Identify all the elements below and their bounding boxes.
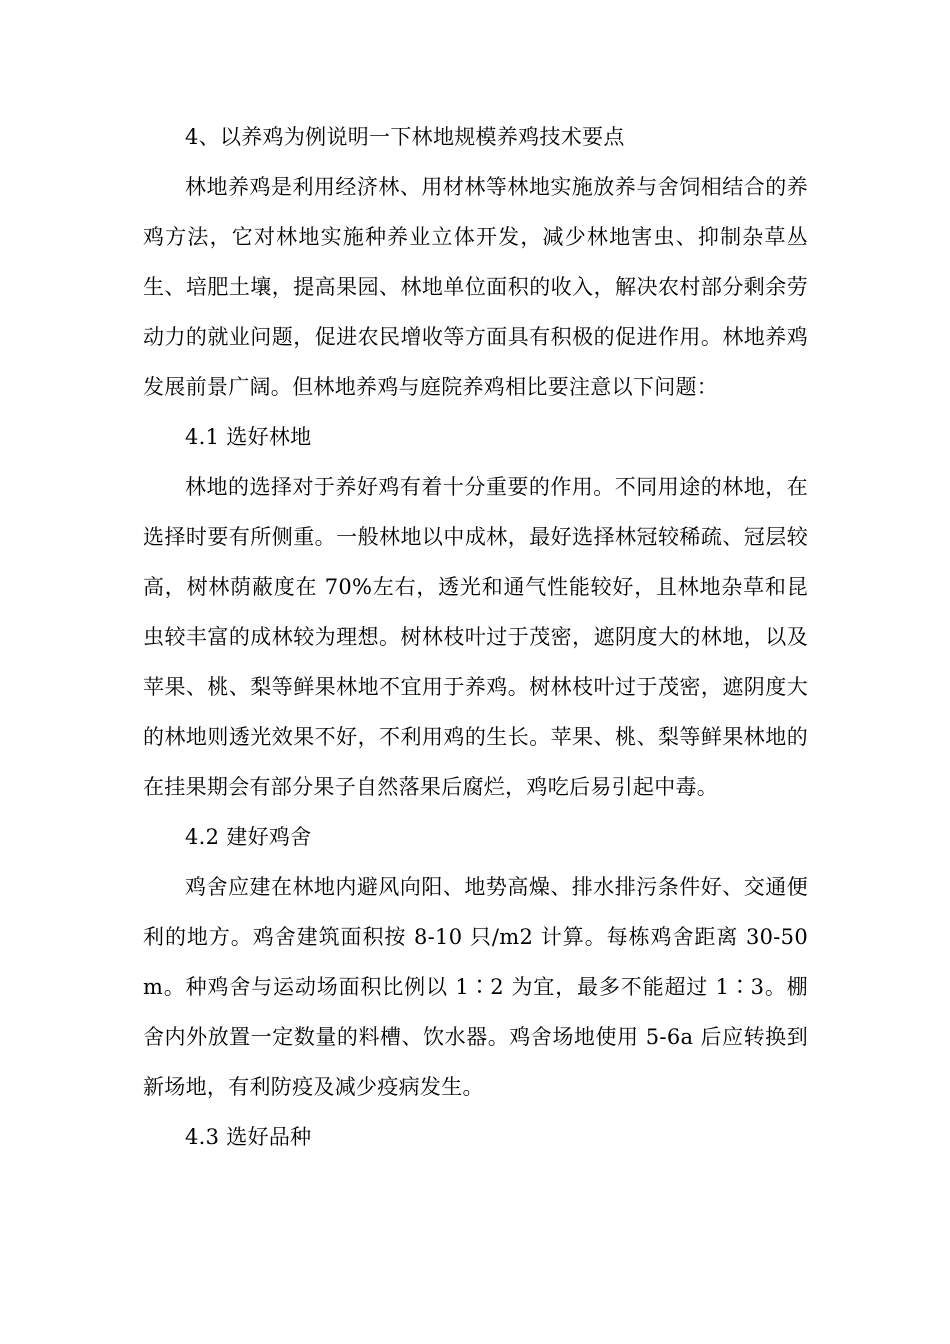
section-heading: 4、以养鸡为例说明一下林地规模养鸡技术要点 (185, 125, 625, 149)
body-paragraph: 林地养鸡是利用经济林、用材林等林地实施放养与舍饲相结合的养鸡方法，它对林地实施种养业立体开发，减少林地害虫、抑制杂草丛生、培肥土壤，提高果园、林地单位面积的收入，解决农村部分剩余劳动力的就业问题，促进农民增收等方面具有积极的促进作用。林地养鸡发展前景广阔。但林地养鸡与庭院养鸡相比要注意以下问题： (143, 175, 808, 399)
subsection-heading: 4.1 选好林地 (185, 425, 312, 449)
document-body (143, 112, 808, 1162)
subsection-heading: 4.3 选好品种 (185, 1125, 312, 1149)
subsection-heading: 4.2 建好鸡舍 (185, 825, 312, 849)
body-paragraph: 林地的选择对于养好鸡有着十分重要的作用。不同用途的林地，在选择时要有所侧重。一般林地以中成林，最好选择林冠较稀疏、冠层较高，树林荫蔽度在 70%左右，透光和通气性能较好，且林地杂草和昆虫较丰富的成林较为理想。树林枝叶过于茂密，遮阴度大的林地，以及苹果、桃、梨等鲜果林地不宜用于养鸡。树林枝叶过于茂密，遮阴度大的林地则透光效果不好，不利用鸡的生长。苹果、桃、梨等鲜果林地的在挂果期会有部分果子自然落果后腐烂，鸡吃后易引起中毒。 (143, 475, 808, 799)
body-paragraph: 鸡舍应建在林地内避风向阳、地势高燥、排水排污条件好、交通便利的地方。鸡舍建筑面积按 8-10 只/m2 计算。每栋鸡舍距离 30-50m。种鸡舍与运动场面积比例以 1∶2 为宜，最多不能超过 1∶3。棚舍内外放置一定数量的料槽、饮水器。鸡舍场地使用 5-6a 后应转换到新场地，有利防疫及减少疫病发生。 (143, 875, 808, 1099)
